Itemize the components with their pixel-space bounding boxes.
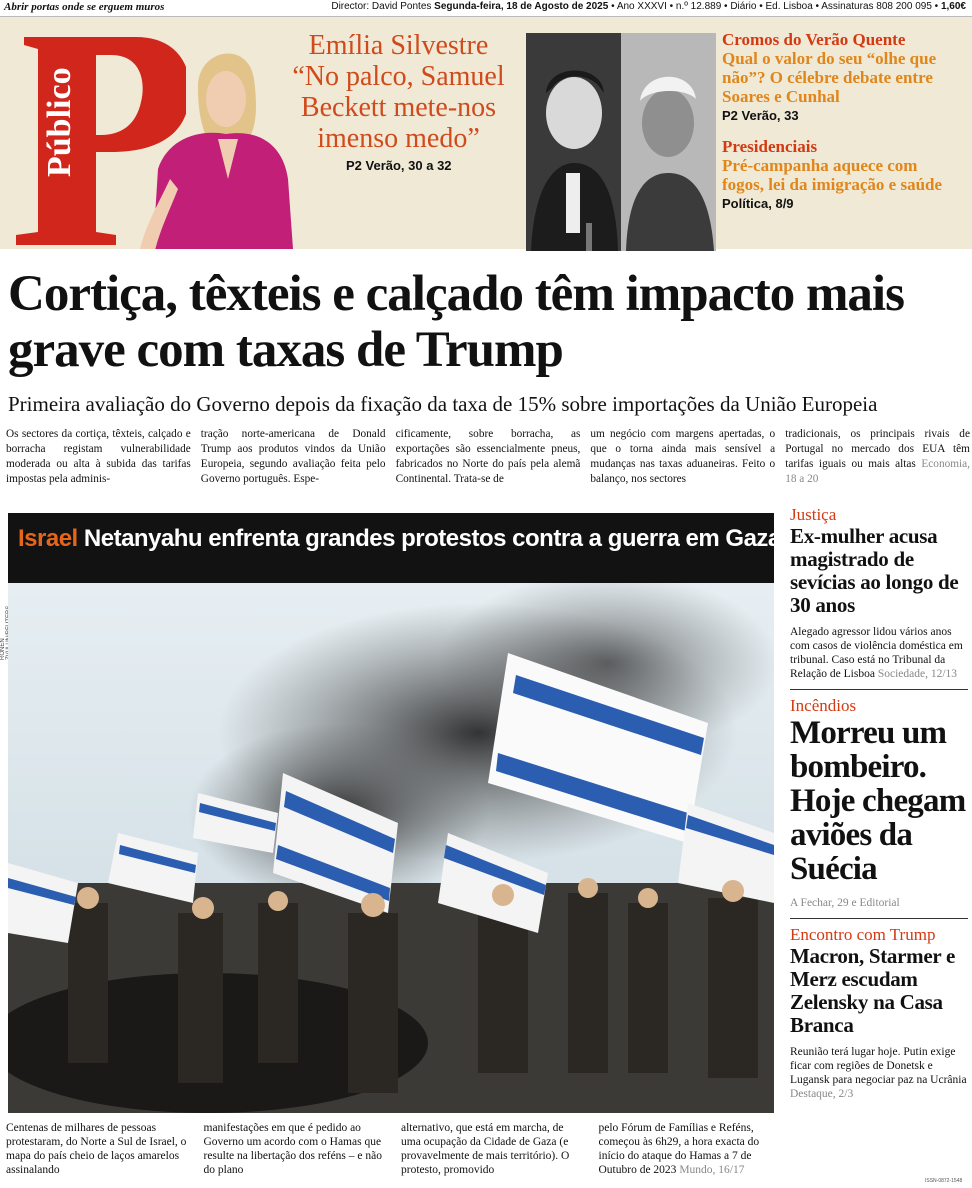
header-band: [0, 17, 972, 249]
caption-col-1: Centenas de milhares de pessoas protestaram, do Norte a Sul de Israel, o mapa do país cheio de laços amarelos assinalando: [6, 1122, 187, 1176]
incendios-headline: Morreu um bombeiro. Hoje chegam aviões da Suécia: [790, 715, 966, 887]
lede-ref[interactable]: Economia, 18 a 20: [785, 458, 970, 485]
emilia-silvestre-photo: [98, 29, 298, 249]
teaser-ref: P2 Verão, 33: [722, 108, 799, 123]
teaser-quote: “No palco, Samuel Beckett mete-nos imenso medo”: [292, 61, 505, 154]
price: 1,60€: [940, 1, 966, 12]
story-justica[interactable]: [790, 505, 968, 681]
trump-ref[interactable]: Destaque, 2/3: [790, 1088, 854, 1100]
trump-body: [790, 1045, 968, 1101]
main-headline[interactable]: Cortiça, têxteis e calçado têm impacto mais grave com taxas de Trump: [8, 266, 904, 378]
caption-col-2: manifestações em que é pedido ao Governo um acordo com o Hamas que resulte na libertação dos reféns – e não do plano: [203, 1122, 382, 1176]
logo-wordmark: Público: [41, 67, 78, 177]
teaser-headline: Pré-campanha aquece com fogos, lei da imigração e saúde: [722, 156, 943, 194]
divider: [790, 918, 968, 919]
teaser-ref: Política, 8/9: [722, 196, 794, 211]
photo-caption: [6, 1121, 782, 1177]
teaser-name: Emília Silvestre: [308, 30, 489, 61]
israel-protest-photo: [8, 583, 774, 1113]
soares-cunhal-photo: [526, 33, 716, 251]
lede-col-1: Os sectores da cortiça, têxteis, calçado e borracha registam vulnerabilidade moderada ou alta à subida das tarifas impostas pela adminis-: [6, 428, 191, 485]
justica-headline: Ex-mulher acusa magistrado de sevícias ao longo de 30 anos: [790, 524, 959, 617]
israel-headline-line: [18, 525, 781, 553]
issue-date: Segunda-feira, 18 de Agosto de 2025: [434, 1, 609, 12]
right-column: [790, 505, 968, 1101]
trump-headline: Macron, Starmer e Merz escudam Zelensky na Casa Branca: [790, 944, 955, 1037]
lede-col-3: cificamente, sobre borracha, as exportações são essencialmente pneus, fabricados no Norte do país pela alemã Continental. Trata-se de: [395, 428, 581, 485]
lede-col-2: tração norte-americana de Donald Trump aos produtos vindos da União Europeia, segundo avaliação feita pelo Governo português. Espe-: [200, 428, 386, 485]
teaser-emilia[interactable]: [286, 31, 511, 173]
trump-kicker: Encontro com Trump: [790, 925, 936, 944]
teaser-kicker: Presidenciais: [722, 137, 818, 156]
teaser-kicker: Cromos do Verão Quente: [722, 30, 906, 49]
issn-barcode-label: ISSN-0872-1548: [925, 1178, 963, 1184]
lede-col-4: um negócio com margens apertadas, o que o torna ainda mais sensível a mudanças nas taxas aduaneiras. Feito o balanço, nos sectores: [590, 428, 776, 485]
israel-kicker: Israel: [18, 525, 78, 552]
story-trump[interactable]: [790, 925, 968, 1101]
justica-kicker: Justiça: [790, 505, 837, 524]
photo-credit: RONEN: [0, 638, 6, 660]
main-lede: [6, 427, 970, 487]
caption-text: pelo Fórum de Famílias e Reféns, começou às 6h29, a hora exacta do início do ataque do Hamas a 7 de Outubro de 2023: [598, 1122, 760, 1176]
israel-banner[interactable]: [8, 513, 781, 583]
teaser-soares-cunhal[interactable]: [722, 30, 962, 123]
teaser-headline: Qual o valor do seu “olhe que não”? O célebre debate entre Soares e Cunhal: [722, 49, 937, 106]
justica-ref[interactable]: Sociedade, 12/13: [877, 668, 958, 680]
main-subheadline: Primeira avaliação do Governo depois da fixação da taxa de 15% sobre importações da União Europeia: [8, 392, 878, 416]
story-incendios[interactable]: [790, 696, 968, 910]
teaser-column: [722, 30, 962, 211]
masthead-info: [331, 0, 966, 14]
justica-body: [790, 625, 968, 681]
teaser-presidenciais[interactable]: [722, 137, 962, 211]
teaser-ref: P2 Verão, 30 a 32: [346, 158, 452, 173]
divider: [790, 689, 968, 690]
motto: Abrir portas onde se erguem muros: [4, 1, 165, 13]
incendios-kicker: Incêndios: [790, 696, 857, 715]
trump-body-text: Reunião terá lugar hoje. Putin exige ficar com regiões de Donetsk e Lugansk para negociar paz na Ucrânia: [790, 1046, 967, 1086]
incendios-ref[interactable]: A Fechar, 29 e Editorial: [790, 897, 900, 909]
justica-body-text: Alegado agressor lidou vários anos com casos de violência doméstica em tribunal. Caso está no Tribunal da Relação de Lisboa: [790, 626, 963, 680]
top-strip: [0, 0, 972, 17]
lede-col-5: [785, 427, 970, 487]
caption-col-4: [599, 1121, 783, 1177]
lede-text: tradicionais, os principais rivais de Portugal no mercado dos EUA têm tarifas iguais ou mais altas: [785, 428, 970, 470]
israel-headline: Netanyahu enfrenta grandes protestos contra a guerra em Gaza: [83, 525, 781, 552]
caption-ref[interactable]: Mundo, 16/17: [679, 1164, 745, 1176]
caption-col-3: alternativo, que está em marcha, de uma ocupação da Cidade de Gaza (e provavelmente de mais território). O protesto, promovido: [401, 1122, 570, 1176]
issue-info: • Ano XXXVI • n.º 12.889 • Diário • Ed. Lisboa • Assinaturas 808 200 095 •: [611, 1, 939, 12]
director: Director: David Pontes: [331, 1, 432, 12]
